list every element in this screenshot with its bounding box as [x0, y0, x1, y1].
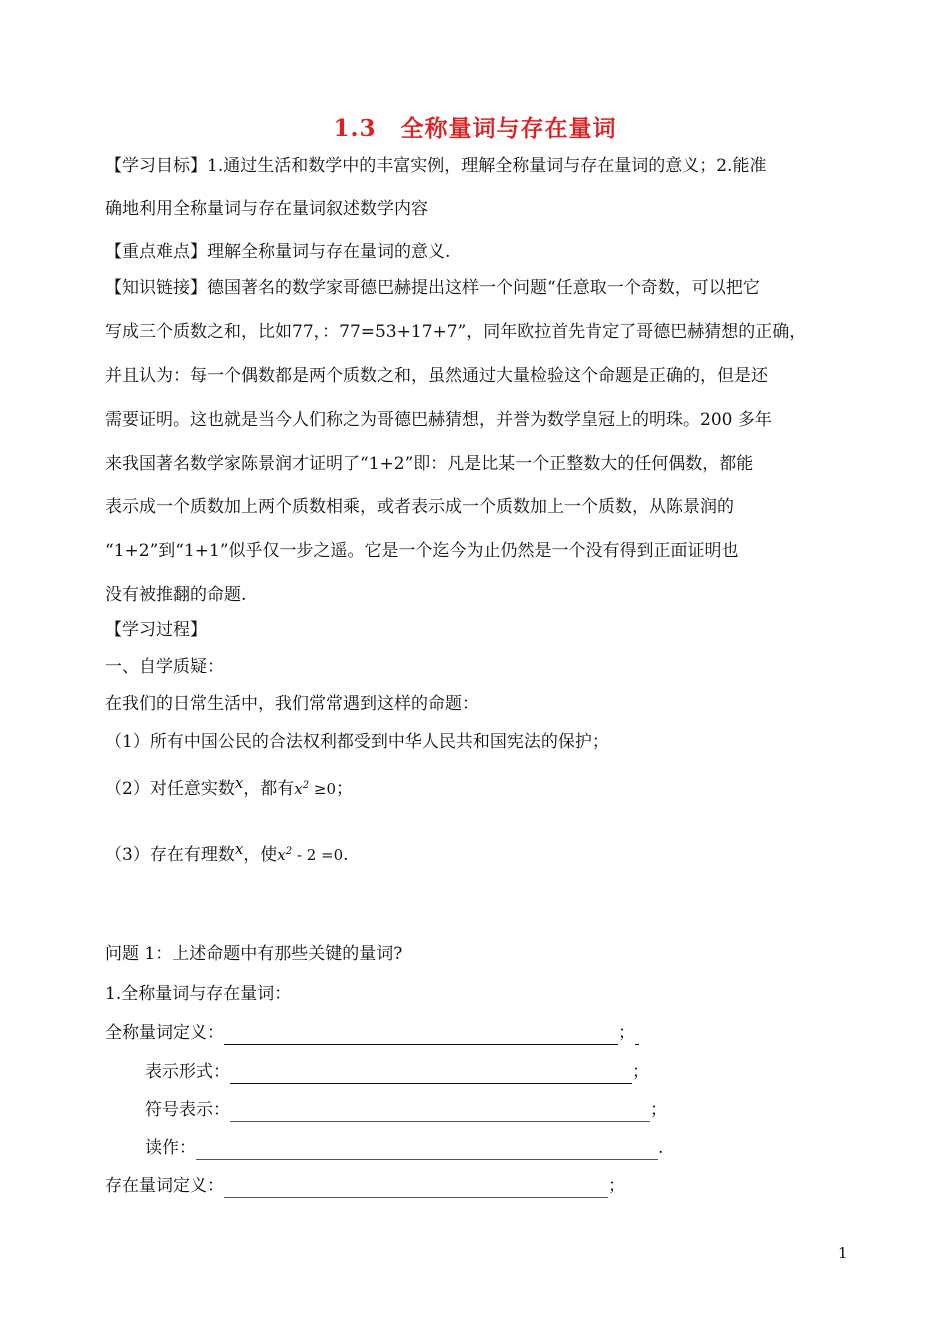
proposition-3 — [105, 840, 349, 867]
knowledge-link-line: 表示成一个质数加上两个质数相乘，或者表示成一个质数加上一个质数，从陈景润的 — [105, 497, 734, 517]
expr-rest: - 2 =0 — [292, 846, 344, 864]
read-blank[interactable] — [196, 1141, 658, 1160]
existential-definition-label: 存在量词定义： — [105, 1176, 224, 1196]
knowledge-link-line: 需要证明。这也就是当今人们称之为哥德巴赫猜想，并誉为数学皇冠上的明珠。200 多年 — [105, 410, 772, 430]
proposition-3-mid: ，使 — [243, 845, 278, 865]
existential-definition-blank[interactable] — [224, 1179, 608, 1198]
existential-definition-row — [105, 1174, 625, 1198]
universal-definition-label: 全称量词定义： — [105, 1023, 224, 1043]
expr-exponent: 2 — [302, 780, 310, 791]
knowledge-link-line: 没有被推翻的命题. — [105, 585, 247, 605]
expr-base: x — [277, 846, 286, 864]
symbol-row — [145, 1098, 667, 1122]
expr-rest: ≥0 — [309, 780, 337, 798]
semicolon: ； — [608, 1176, 625, 1196]
proposition-3-variable: x — [234, 840, 244, 858]
learning-process-heading: 【学习过程】 — [105, 620, 207, 640]
proposition-1: （1）所有中国公民的合法权利都受到中华人民共和国宪法的保护； — [105, 732, 609, 752]
semicolon: ； — [618, 1023, 635, 1043]
key-points: 【重点难点】理解全称量词与存在量词的意义. — [105, 242, 451, 262]
learning-goals-line-2: 确地利用全称量词与存在量词叙述数学内容 — [105, 199, 428, 219]
question-1: 问题 1：上述命题中有那些关键的量词? — [105, 944, 403, 964]
form-blank[interactable] — [230, 1065, 632, 1084]
proposition-2 — [105, 774, 353, 801]
intro-sentence: 在我们的日常生活中，我们常常遇到这样的命题： — [105, 694, 479, 714]
page-title: 1.3 全称量词与存在量词 — [333, 115, 617, 142]
universal-definition-blank[interactable] — [224, 1026, 618, 1045]
page-number: 1 — [838, 1244, 848, 1262]
subsection-1-heading: 1.全称量词与存在量词： — [105, 984, 292, 1004]
symbol-label: 符号表示： — [145, 1100, 230, 1120]
symbol-blank[interactable] — [230, 1103, 650, 1122]
expr-base: x — [294, 780, 303, 798]
form-label: 表示形式： — [145, 1062, 230, 1082]
proposition-3-prefix: （3）存在有理数 — [105, 845, 235, 865]
proposition-2-mid: ，都有 — [243, 779, 295, 799]
period: . — [658, 1138, 664, 1158]
form-row — [145, 1060, 649, 1084]
knowledge-link-line: 【知识链接】德国著名的数学家哥德巴赫提出这样一个问题“任意取一个奇数，可以把它 — [105, 278, 760, 298]
proposition-2-expression — [294, 780, 336, 798]
learning-goals-line-1: 【学习目标】1.通过生活和数学中的丰富实例，理解全称量词与存在量词的意义；2.能准 — [105, 156, 767, 176]
proposition-2-variable: x — [234, 774, 244, 792]
proposition-2-end: ； — [336, 779, 354, 799]
read-row — [145, 1136, 663, 1160]
proposition-3-expression — [277, 846, 343, 864]
knowledge-link-line: 写成三个质数之和，比如77，：77=53+17+7”，同年欧拉首先肯定了哥德巴赫猜想的正确， — [105, 322, 807, 342]
proposition-2-prefix: （2）对任意实数 — [105, 779, 235, 799]
semicolon: ； — [632, 1062, 649, 1082]
knowledge-link-line: 并且认为：每一个偶数都是两个质数之和，虽然通过大量检验这个命题是正确的，但是还 — [105, 366, 768, 386]
expr-exponent: 2 — [285, 846, 293, 857]
knowledge-link-line: “1+2”到“1+1”似乎仅一步之遥。它是一个迄今为止仍然是一个没有得到正面证明也 — [105, 541, 739, 561]
blank-tail — [635, 1026, 639, 1045]
semicolon: ； — [650, 1100, 667, 1120]
universal-definition-row — [105, 1021, 639, 1045]
proposition-3-end: . — [343, 845, 349, 865]
read-label: 读作： — [145, 1138, 196, 1158]
knowledge-link-line: 来我国著名数学家陈景润才证明了“1+2”即：凡是比某一个正整数大的任何偶数，都能 — [105, 454, 754, 474]
section-self-study-heading: 一、自学质疑： — [105, 657, 224, 677]
